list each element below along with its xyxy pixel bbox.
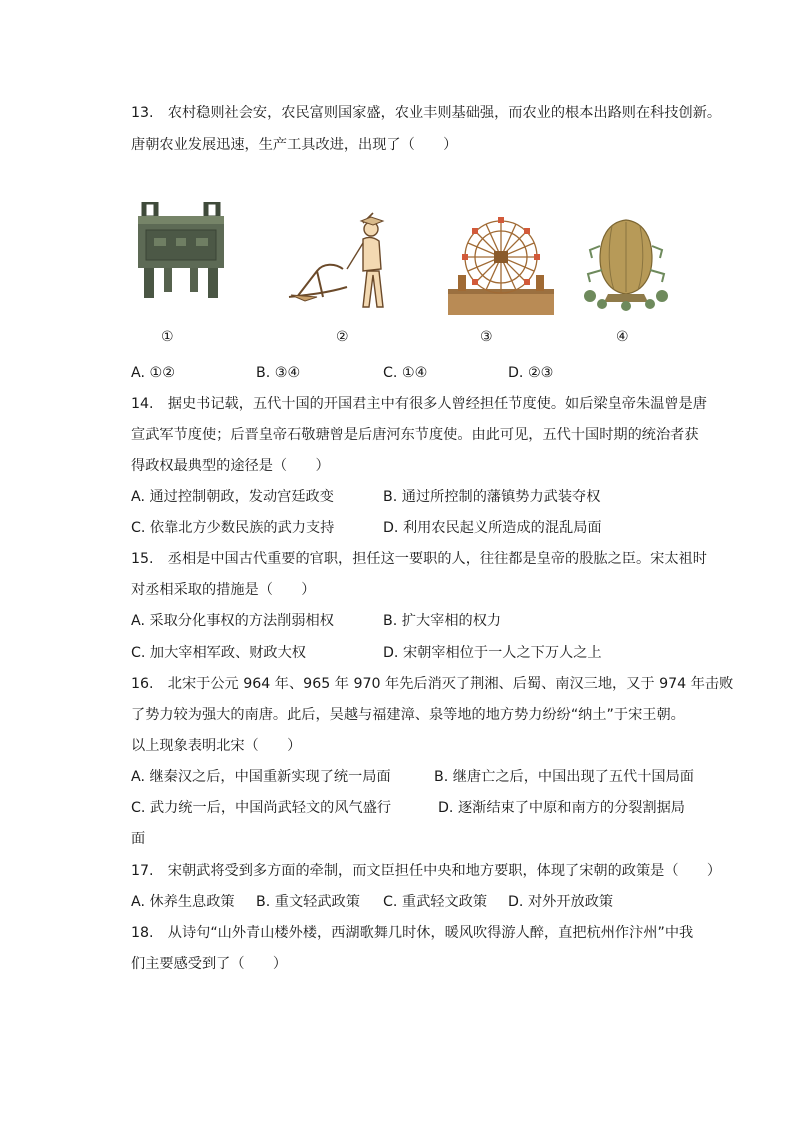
figure-label-1: ① — [161, 329, 174, 345]
seismograph-icon — [578, 216, 674, 312]
curved-plow-icon — [287, 209, 397, 313]
q17-option-a[interactable]: A. 休养生息政策 — [131, 894, 235, 910]
q16-stem-line2: 了势力较为强大的南唐。此后，吴越与福建漳、泉等地的地方势力纷纷“纳土”于宋王朝。 — [131, 707, 685, 723]
q17-option-c[interactable]: C. 重武轻文政策 — [383, 894, 488, 910]
q15-option-a[interactable]: A. 采取分化事权的方法削弱相权 — [131, 613, 334, 629]
q14-stem-line1: 14. 据史书记载，五代十国的开国君主中有很多人曾经担任节度使。如后梁皇帝朱温曾是唐 — [131, 396, 707, 412]
q15-option-b[interactable]: B. 扩大宰相的权力 — [383, 613, 502, 629]
q14-stem-line2: 宣武军节度使；后晋皇帝石敬瑭曾是后唐河东节度使。由此可见，五代十国时期的统治者获 — [131, 427, 699, 443]
q15-option-c[interactable]: C. 加大宰相军政、财政大权 — [131, 645, 306, 661]
q13-stem-line2: 唐朝农业发展迅速，生产工具改进，出现了（ ） — [131, 137, 458, 153]
q18-stem-line2: 们主要感受到了（ ） — [131, 956, 288, 972]
q13-stem-line1: 13. 农村稳则社会安，农民富则国家盛，农业丰则基础强，而农业的根本出路则在科技创新。 — [131, 105, 722, 121]
q16-option-c[interactable]: C. 武力统一后，中国尚武轻文的风气盛行 — [131, 800, 392, 816]
q18-stem-line1: 18. 从诗句“山外青山楼外楼，西湖歌舞几时休，暖风吹得游人醉，直把杭州作汴州”中我 — [131, 925, 694, 941]
q16-option-b[interactable]: B. 继唐亡之后，中国出现了五代十国局面 — [434, 769, 694, 785]
q15-stem-line2: 对丞相采取的措施是（ ） — [131, 582, 316, 598]
q14-option-d[interactable]: D. 利用农民起义所造成的混乱局面 — [383, 520, 602, 536]
q14-option-a[interactable]: A. 通过控制朝政，发动宫廷政变 — [131, 489, 334, 505]
q16-stem-line1: 16. 北宋于公元 964 年、965 年 970 年先后消灭了荆湘、后蜀、南汉三地，又于 974 年击败 — [131, 676, 734, 692]
figure-label-3: ③ — [480, 329, 493, 345]
q17-stem-line1: 17. 宋朝武将受到多方面的牵制，而文臣担任中央和地方要职，体现了宋朝的政策是（ ） — [131, 863, 722, 879]
q13-option-a[interactable]: A. ①② — [131, 365, 175, 381]
q13-option-c[interactable]: C. ①④ — [383, 365, 428, 381]
water-wheel-icon — [448, 215, 554, 315]
q16-option-d-continued: 面 — [131, 831, 146, 847]
q16-option-d[interactable]: D. 逐渐结束了中原和南方的分裂割据局 — [438, 800, 685, 816]
q17-option-b[interactable]: B. 重文轻武政策 — [256, 894, 360, 910]
q17-option-d[interactable]: D. 对外开放政策 — [508, 894, 614, 910]
q16-option-a[interactable]: A. 继秦汉之后，中国重新实现了统一局面 — [131, 769, 391, 785]
q13-option-b[interactable]: B. ③④ — [256, 365, 301, 381]
figure-label-2: ② — [336, 329, 349, 345]
q14-option-b[interactable]: B. 通过所控制的藩镇势力武装夺权 — [383, 489, 601, 505]
q15-option-d[interactable]: D. 宋朝宰相位于一人之下万人之上 — [383, 645, 602, 661]
q14-option-c[interactable]: C. 依靠北方少数民族的武力支持 — [131, 520, 335, 536]
q15-stem-line1: 15. 丞相是中国古代重要的官职，担任这一要职的人，往往都是皇帝的股肱之臣。宋太祖时 — [131, 551, 707, 567]
figure-label-4: ④ — [616, 329, 629, 345]
q13-option-d[interactable]: D. ②③ — [508, 365, 554, 381]
q16-stem-line3: 以上现象表明北宋（ ） — [131, 738, 302, 754]
bronze-ding-icon — [134, 202, 228, 302]
q14-stem-line3: 得政权最典型的途径是（ ） — [131, 458, 330, 474]
